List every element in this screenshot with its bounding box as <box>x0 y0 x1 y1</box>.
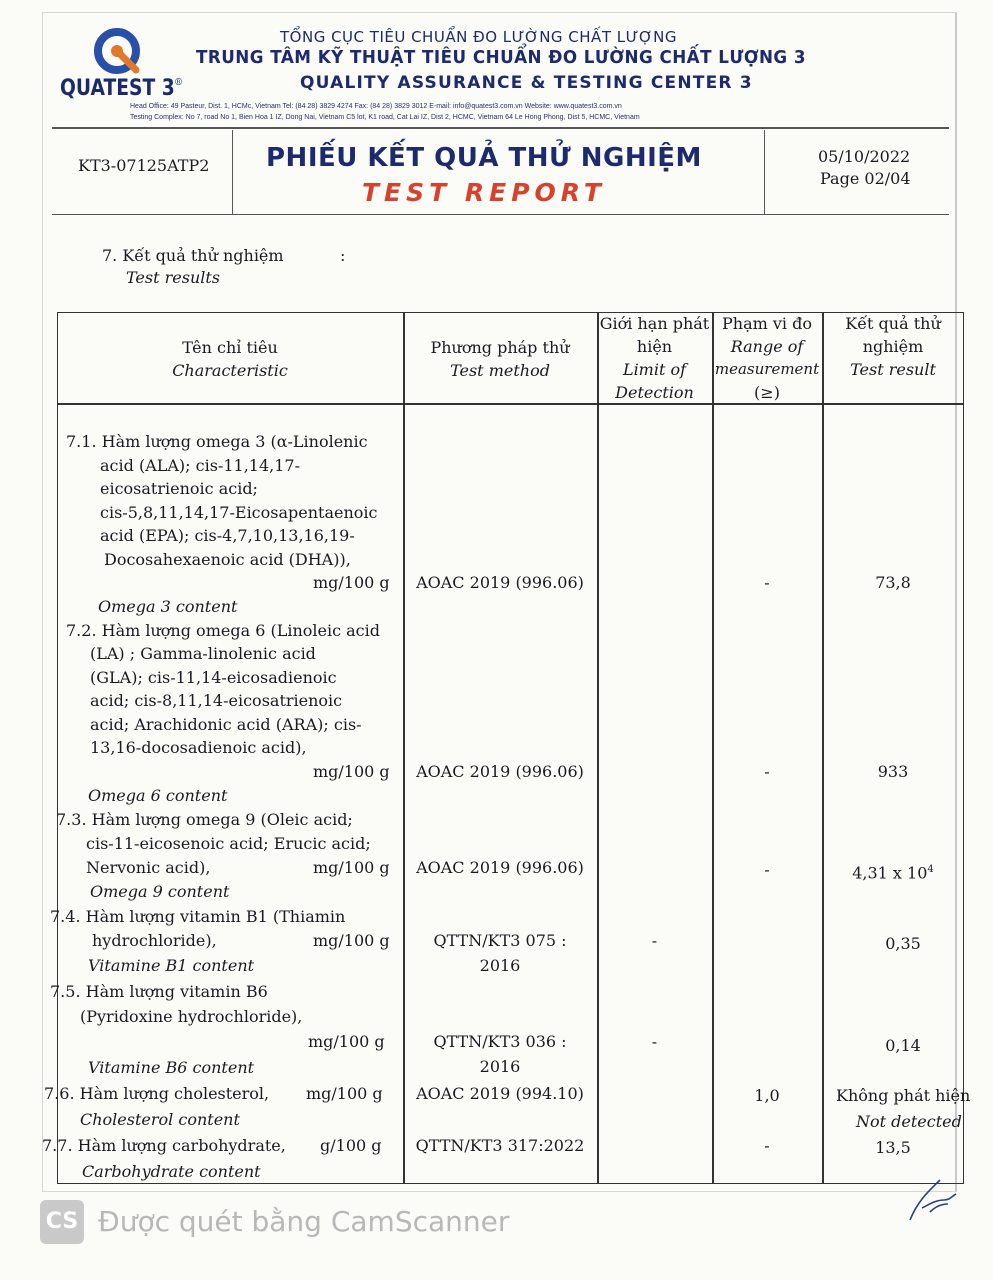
row-7-4-line: hydrochloride), <box>92 931 217 950</box>
report-code: KT3-07125ATP2 <box>78 156 210 175</box>
address-testing-complex: Testing Complex: No 7, road No 1, Bien Hoa 1 IZ, Dong Nai, Vietnam C5 lot, K1 road, Cat Lai IZ, Dist 2, HCMC, Vietnam 64 Le Hong Phong, Dist 5, HCMC, Vietnam <box>130 114 640 121</box>
title-divider <box>52 214 949 215</box>
row-7-3-unit: mg/100 g <box>313 858 390 877</box>
logo-text: QUATEST 3 <box>60 76 175 101</box>
header-range-of-measurement: Phạm vi đo Range of measurement (≥) <box>714 314 820 402</box>
row-7-2-range: - <box>764 762 770 781</box>
row-7-1-line: Docosahexaenoic acid (DHA)), <box>104 550 351 569</box>
section-colon: : <box>340 246 346 265</box>
row-7-4-method: QTTN/KT3 075 : <box>433 931 567 950</box>
header-divider <box>52 127 949 129</box>
row-7-2-unit: mg/100 g <box>313 762 390 781</box>
row-7-6-method: AOAC 2019 (994.10) <box>416 1084 584 1103</box>
row-7-1-method: AOAC 2019 (996.06) <box>416 573 584 592</box>
header-test-result: Kết quả thử nghiệm Test result <box>845 314 941 379</box>
row-7-4-unit: mg/100 g <box>313 931 390 950</box>
header-row-divider <box>57 403 964 405</box>
address-head-office: Head Office: 49 Pasteur, Dist. 1, HCMc, Vietnam Tel: (84 28) 3829 4274 Fax: (84 28) 3829 3012 E-mail: info@quatest3.com.vn Website: www.quatest3.com.vn <box>130 103 622 110</box>
row-7-6-unit: mg/100 g <box>306 1084 383 1103</box>
row-7-6-line: 7.6. Hàm lượng cholesterol, <box>44 1084 270 1103</box>
row-7-5-en: Vitamine B6 content <box>88 1058 255 1077</box>
row-7-5-method-year: 2016 <box>479 1057 521 1076</box>
col-divider <box>712 312 714 1184</box>
row-7-7-result: 13,5 <box>875 1138 911 1157</box>
header-limit-of-detection: Giới hạn phát hiện Limit of Detection <box>599 314 710 402</box>
section-label-en: Test results <box>126 268 221 287</box>
row-7-1-result: 73,8 <box>875 573 911 592</box>
row-7-3-en: Omega 9 content <box>90 882 230 901</box>
row-7-7-en: Carbohydrate content <box>82 1162 261 1181</box>
row-7-6-result-en: Not detected <box>856 1112 962 1131</box>
row-7-2-line: acid; cis-8,11,14-eicosatrienoic <box>90 691 343 710</box>
row-7-3-line: 7.3. Hàm lượng omega 9 (Oleic acid; <box>56 810 353 829</box>
row-7-1-line: cis-5,8,11,14,17-Eicosapentaenoic <box>100 503 378 522</box>
row-7-5-lod: - <box>651 1032 658 1051</box>
row-7-3-range: - <box>764 860 770 879</box>
row-7-5-unit: mg/100 g <box>308 1032 385 1051</box>
row-7-2-line: (GLA); cis-11,14-eicosadienoic <box>90 668 337 687</box>
row-7-6-en: Cholesterol content <box>80 1110 240 1129</box>
row-7-5-result: 0,14 <box>885 1036 921 1055</box>
row-7-3-line: cis-11-eicosenoic acid; Erucic acid; <box>86 834 371 853</box>
org-line-2: TRUNG TÂM KỸ THUẬT TIÊU CHUẨN ĐO LƯỜNG CHẤT LƯỢNG 3 <box>196 47 807 68</box>
camscanner-logo-icon: CS <box>40 1200 84 1244</box>
row-7-5-line: (Pyridoxine hydrochloride), <box>80 1007 303 1026</box>
row-7-1-line: acid (ALA); cis-11,14,17- <box>100 456 300 475</box>
org-line-3: QUALITY ASSURANCE & TESTING CENTER 3 <box>300 73 753 93</box>
camscanner-watermark: Được quét bằng CamScanner <box>98 1205 510 1238</box>
row-7-1-unit: mg/100 g <box>313 573 390 592</box>
report-title-en: TEST REPORT <box>362 178 606 207</box>
row-7-3-line: Nervonic acid), <box>86 858 211 877</box>
row-7-6-range: 1,0 <box>754 1086 780 1105</box>
row-7-5-line: 7.5. Hàm lượng vitamin B6 <box>50 982 268 1001</box>
row-7-2-method: AOAC 2019 (996.06) <box>416 762 584 781</box>
row-7-1-en: Omega 3 content <box>98 597 238 616</box>
row-7-3-method: AOAC 2019 (996.06) <box>416 858 584 877</box>
row-7-2-result: 933 <box>877 762 909 781</box>
row-7-4-lod: - <box>651 931 658 950</box>
org-line-1: TỔNG CỤC TIÊU CHUẨN ĐO LƯỜNG CHẤT LƯỢNG <box>280 28 678 46</box>
row-7-2-line: 13,16-docosadienoic acid), <box>90 738 307 757</box>
row-7-5-method: QTTN/KT3 036 : <box>433 1032 567 1051</box>
row-7-1-range: - <box>764 573 770 592</box>
signature-icon <box>900 1160 970 1230</box>
section-label-vn: 7. Kết quả thử nghiệm <box>102 246 284 265</box>
row-7-1-line: eicosatrienoic acid; <box>100 479 258 498</box>
row-7-7-range: - <box>764 1136 770 1155</box>
row-7-6-result: Không phát hiện <box>836 1086 971 1105</box>
row-7-4-en: Vitamine B1 content <box>88 956 255 975</box>
quatest-logo-icon <box>92 26 142 76</box>
row-7-3-result: 4,31 x $10^4$ <box>852 863 934 883</box>
row-7-2-line: acid; Arachidonic acid (ARA); cis- <box>90 715 362 734</box>
row-7-2-line: 7.2. Hàm lượng omega 6 (Linoleic acid <box>66 621 380 640</box>
row-7-2-line: (LA) ; Gamma-linolenic acid <box>90 644 316 663</box>
row-7-1-line: acid (EPA); cis-4,7,10,13,16,19- <box>100 526 355 545</box>
row-7-2-en: Omega 6 content <box>88 786 228 805</box>
row-7-4-line: 7.4. Hàm lượng vitamin B1 (Thiamin <box>50 907 346 926</box>
registered-mark: ® <box>174 78 183 88</box>
row-7-4-result: 0,35 <box>885 934 921 953</box>
header-characteristic: Tên chỉ tiêu Characteristic <box>172 338 288 380</box>
report-date: 05/10/2022 <box>818 147 911 166</box>
report-title-vn: PHIẾU KẾT QUẢ THỬ NGHIỆM <box>266 143 702 173</box>
row-7-1-line: 7.1. Hàm lượng omega 3 (α-Linolenic <box>66 432 368 451</box>
page-number: Page 02/04 <box>820 169 911 188</box>
header-test-method: Phương pháp thử Test method <box>430 338 570 380</box>
row-7-7-method: QTTN/KT3 317:2022 <box>415 1136 585 1155</box>
row-7-4-method-year: 2016 <box>479 956 521 975</box>
row-7-7-line: 7.7. Hàm lượng carbohydrate, <box>42 1136 286 1155</box>
row-7-7-unit: g/100 g <box>320 1136 382 1155</box>
